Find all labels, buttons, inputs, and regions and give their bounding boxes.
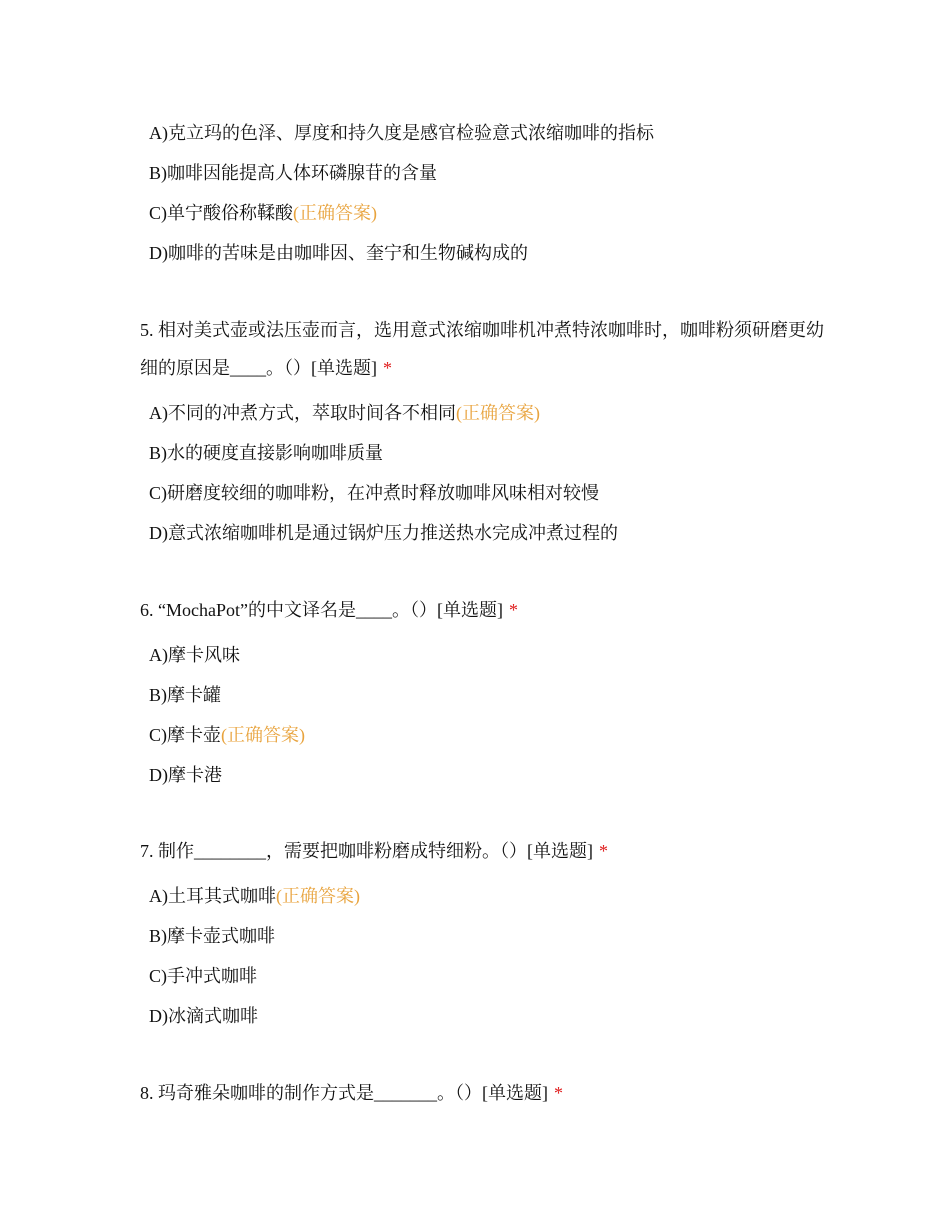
q6-option-b[interactable]	[149, 675, 305, 715]
required-mark: *	[554, 1083, 563, 1103]
option-text: B)咖啡因能提高人体环磷腺苷的含量	[149, 163, 437, 183]
correct-answer-tag: (正确答案)	[221, 725, 305, 745]
required-mark: *	[383, 358, 392, 378]
option-text: D)意式浓缩咖啡机是通过锅炉压力推送热水完成冲煮过程的	[149, 523, 618, 543]
q5-option-a[interactable]	[149, 393, 618, 433]
option-text: C)摩卡壶	[149, 725, 221, 745]
question-text: 8. 玛奇雅朵咖啡的制作方式是_______。（）[单选题]	[140, 1083, 548, 1103]
q6-options	[149, 635, 305, 795]
required-mark: *	[599, 841, 608, 861]
q4-option-b[interactable]	[149, 153, 654, 193]
question-text: 7. 制作________，需要把咖啡粉磨成特细粉。（）[单选题]	[140, 841, 593, 861]
q6-option-a[interactable]	[149, 635, 305, 675]
question-text: 5. 相对美式壶或法压壶而言，选用意式浓缩咖啡机冲煮特浓咖啡时，咖啡粉须研磨更幼细的原因是____。（）[单选题]	[140, 320, 824, 378]
q7-options	[149, 876, 360, 1036]
option-text: C)研磨度较细的咖啡粉，在冲煮时释放咖啡风味相对较慢	[149, 483, 599, 503]
q6-option-c[interactable]	[149, 715, 305, 755]
q7-option-d[interactable]	[149, 996, 360, 1036]
required-mark: *	[508, 600, 518, 620]
option-text: B)摩卡罐	[149, 685, 221, 705]
option-text: D)摩卡港	[149, 765, 222, 785]
q4-options	[149, 113, 654, 273]
q5-option-b[interactable]	[149, 433, 618, 473]
q5-option-c[interactable]	[149, 473, 618, 513]
q7-option-c[interactable]	[149, 956, 360, 996]
option-text: A)不同的冲煮方式，萃取时间各不相同	[149, 403, 456, 423]
option-text: A)摩卡风味	[149, 645, 240, 665]
option-text: A)克立玛的色泽、厚度和持久度是感官检验意式浓缩咖啡的指标	[149, 123, 654, 143]
q5-question	[140, 311, 830, 387]
q5-option-d[interactable]	[149, 513, 618, 553]
option-text: B)水的硬度直接影响咖啡质量	[149, 443, 383, 463]
option-text: A)土耳其式咖啡	[149, 886, 276, 906]
option-text: B)摩卡壶式咖啡	[149, 926, 275, 946]
q4-option-d[interactable]	[149, 233, 654, 273]
correct-answer-tag: (正确答案)	[456, 403, 540, 423]
correct-answer-tag: (正确答案)	[293, 203, 377, 223]
q4-option-a[interactable]	[149, 113, 654, 153]
correct-answer-tag: (正确答案)	[276, 886, 360, 906]
q7-option-a[interactable]	[149, 876, 360, 916]
option-text: C)单宁酸俗称鞣酸	[149, 203, 293, 223]
option-text: D)冰滴式咖啡	[149, 1006, 258, 1026]
q5-options	[149, 393, 618, 553]
question-text: 6. “MochaPot”的中文译名是____。（）[单选题]	[140, 600, 503, 620]
q7-option-b[interactable]	[149, 916, 360, 956]
q8-question	[140, 1074, 830, 1112]
q7-question	[140, 832, 830, 870]
q4-option-c[interactable]	[149, 193, 654, 233]
option-text: D)咖啡的苦味是由咖啡因、奎宁和生物碱构成的	[149, 243, 528, 263]
q6-question	[140, 591, 830, 629]
option-text: C)手冲式咖啡	[149, 966, 257, 986]
q6-option-d[interactable]	[149, 755, 305, 795]
